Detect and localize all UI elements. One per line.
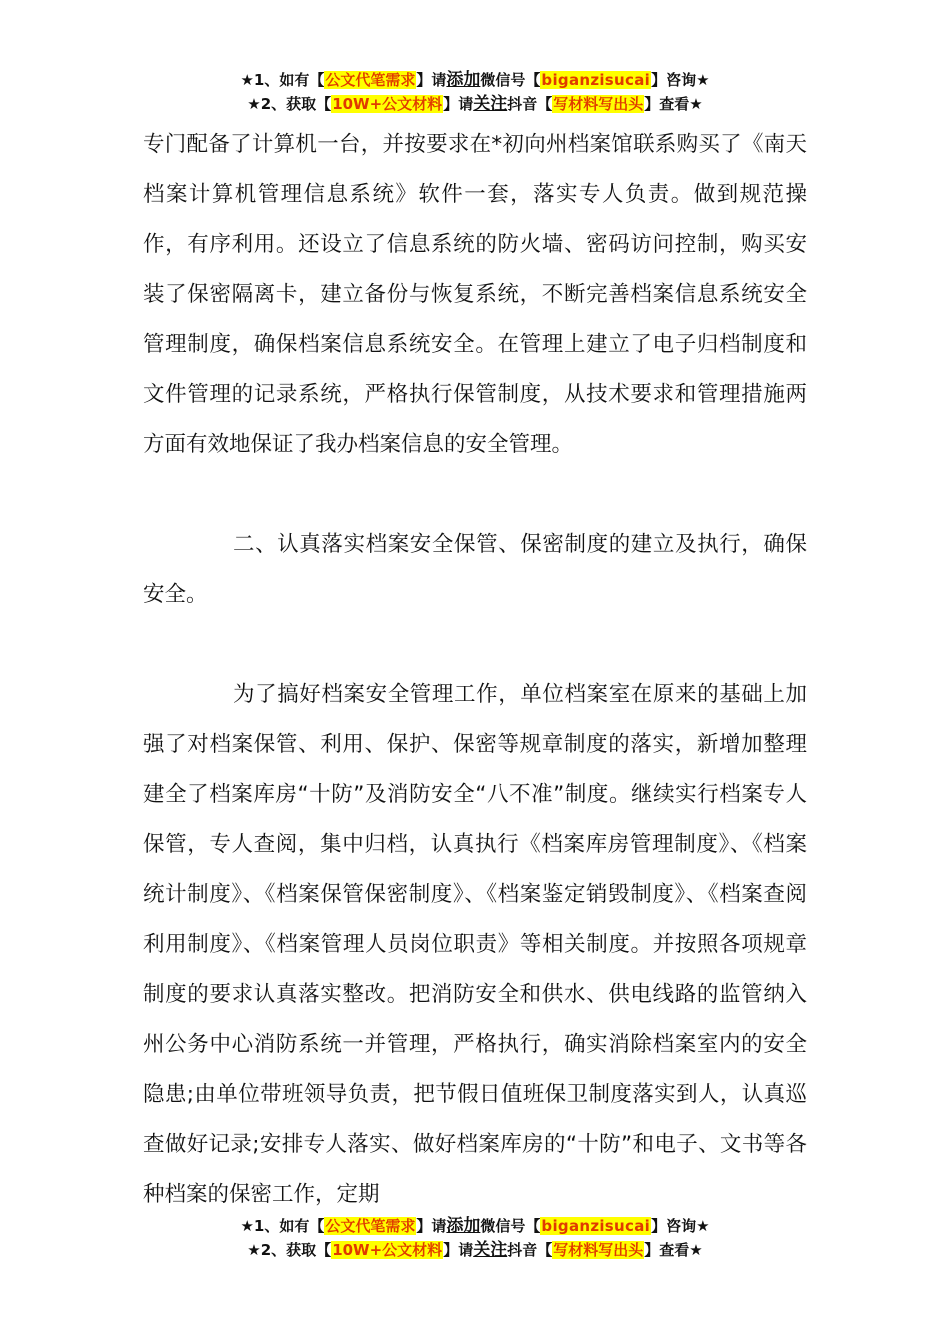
- banner-line-1: [0, 68, 950, 92]
- section-heading-2: 二、认真落实档案安全保管、保密制度的建立及执行，确保安全。: [143, 532, 807, 607]
- banner-text: ★1、如有: [240, 71, 310, 89]
- banner-text: 】: [416, 71, 432, 89]
- banner-text: 】请: [443, 95, 474, 113]
- banner-text: ★1、如有: [240, 1217, 310, 1235]
- banner-emphasis: 添加: [446, 1216, 481, 1236]
- banner-line-1: [0, 1214, 950, 1238]
- highlight-douyin: 写材料写出头: [553, 95, 644, 113]
- banner-text: 抖音【: [507, 1241, 553, 1259]
- banner-text: ★2、获取【: [247, 1241, 332, 1259]
- banner-line-2: [0, 1238, 950, 1262]
- banner-text: 】: [416, 1217, 432, 1235]
- banner-text: 微信号【: [480, 71, 541, 89]
- banner-line-2: [0, 92, 950, 116]
- document-body: [143, 120, 807, 1220]
- highlight-materials: 10W+公文材料: [332, 95, 443, 113]
- highlight-wechat-id: biganzisucai: [541, 1217, 651, 1235]
- banner-text: 请: [431, 1217, 447, 1235]
- highlight-materials: 10W+公文材料: [332, 1241, 443, 1259]
- highlight-service: 公文代笔需求: [325, 71, 416, 89]
- paragraph-1: 专门配备了计算机一台，并按要求在*初向州档案馆联系购买了《南天档案计算机管理信息系统》软件一套，落实专人负责。做到规范操作，有序利用。还设立了信息系统的防火墙、密码访问控制，购买安装了保密隔离卡，建立备份与恢复系统，不断完善档案信息系统安全管理制度，确保档案信息系统安全。在管理上建立了电子归档制度和文件管理的记录系统，严格执行保管制度，从技术要求和管理措施两方面有效地保证了我办档案信息的安全管理。: [143, 132, 807, 457]
- banner-text: 】咨询★: [651, 1217, 710, 1235]
- banner-text: 】请: [443, 1241, 474, 1259]
- banner-emphasis: 关注: [473, 1240, 508, 1260]
- banner-text: 】查看★: [644, 95, 703, 113]
- footer-banner: [0, 1214, 950, 1262]
- banner-emphasis: 添加: [446, 70, 481, 90]
- banner-text: 微信号【: [480, 1217, 541, 1235]
- banner-text: 【: [309, 1217, 325, 1235]
- highlight-service: 公文代笔需求: [325, 1217, 416, 1235]
- highlight-wechat-id: biganzisucai: [541, 71, 651, 89]
- banner-text: 【: [309, 71, 325, 89]
- highlight-douyin: 写材料写出头: [553, 1241, 644, 1259]
- banner-text: 抖音【: [507, 95, 553, 113]
- banner-text: 】查看★: [644, 1241, 703, 1259]
- header-banner: [0, 68, 950, 116]
- banner-text: 请: [431, 71, 447, 89]
- banner-emphasis: 关注: [473, 94, 508, 114]
- banner-text: 】咨询★: [651, 71, 710, 89]
- paragraph-2: 为了搞好档案安全管理工作，单位档案室在原来的基础上加强了对档案保管、利用、保护、保密等规章制度的落实，新增加整理建全了档案库房“十防”及消防安全“八不准”制度。继续实行档案专人保管，专人查阅，集中归档，认真执行《档案库房管理制度》、《档案统计制度》、《档案保管保密制度》、《档案鉴定销毁制度》、《档案查阅利用制度》、《档案管理人员岗位职责》等相关制度。并按照各项规章制度的要求认真落实整改。把消防安全和供水、供电线路的监管纳入州公务中心消防系统一并管理，严格执行，确实消除档案室内的安全隐患;由单位带班领导负责，把节假日值班保卫制度落实到人，认真巡查做好记录;安排专人落实、做好档案库房的“十防”和电子、文书等各种档案的保密工作，定期: [143, 682, 807, 1207]
- banner-text: ★2、获取【: [247, 95, 332, 113]
